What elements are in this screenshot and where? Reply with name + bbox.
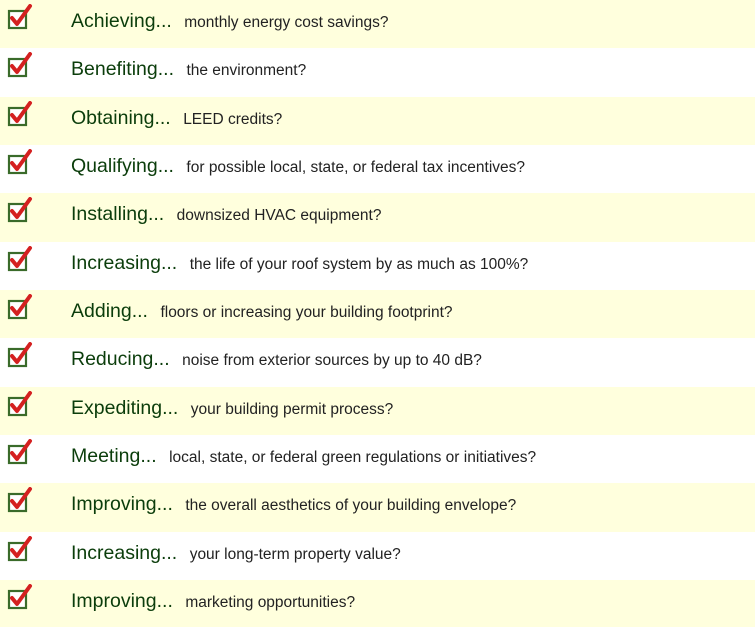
checklist-item (0, 338, 755, 387)
item-description: for possible local, state, or federal tax incentives? (186, 159, 526, 176)
item-verb: Reducing... (71, 348, 170, 370)
checklist-item (0, 532, 755, 581)
checkbox-checked-icon (7, 197, 33, 223)
item-verb: Increasing... (71, 251, 178, 274)
item-description: downsized HVAC equipment? (176, 207, 382, 224)
checkbox-checked-icon (7, 439, 33, 465)
checkbox-checked-icon (7, 342, 33, 368)
item-description: LEED credits? (183, 110, 283, 128)
item-verb: Qualifying... (71, 155, 174, 177)
checklist-item (0, 145, 755, 194)
checkbox-checked-icon (7, 536, 33, 562)
item-description: noise from exterior sources by up to 40 dB? (182, 352, 482, 369)
checkbox-checked-icon (7, 52, 33, 78)
checklist-item (0, 48, 755, 97)
item-verb: Improving... (71, 590, 173, 612)
checklist-item (0, 387, 755, 436)
item-description: the environment? (186, 62, 307, 79)
item-description: the life of your roof system by as much as 100%? (189, 255, 529, 273)
checklist-item (0, 483, 755, 532)
item-verb: Obtaining... (71, 106, 171, 129)
item-verb: Adding... (71, 300, 148, 322)
item-verb: Benefiting... (71, 58, 174, 80)
item-verb: Improving... (71, 493, 173, 515)
item-description: marketing opportunities? (185, 594, 356, 611)
checklist-item (0, 242, 755, 291)
checkbox-checked-icon (7, 246, 33, 272)
checklist-item (0, 97, 755, 146)
item-description: local, state, or federal green regulations or initiatives? (169, 449, 537, 466)
item-verb: Achieving... (71, 10, 172, 32)
item-verb: Meeting... (71, 445, 157, 467)
item-verb: Increasing... (71, 541, 178, 564)
item-description: floors or increasing your building footprint? (160, 304, 453, 321)
item-description: monthly energy cost savings? (184, 14, 389, 31)
item-verb: Expediting... (71, 396, 179, 419)
checkbox-checked-icon (7, 4, 33, 30)
checklist-item (0, 580, 755, 627)
item-description: your long-term property value? (189, 545, 401, 563)
item-description: your building permit process? (190, 400, 394, 418)
checkbox-checked-icon (7, 584, 33, 610)
item-description: the overall aesthetics of your building envelope? (185, 497, 517, 514)
checkbox-checked-icon (7, 294, 33, 320)
item-verb: Installing... (71, 203, 165, 225)
checkbox-checked-icon (7, 487, 33, 513)
checklist-item (0, 435, 755, 484)
checkbox-checked-icon (7, 391, 33, 417)
checklist-item (0, 0, 755, 49)
checkbox-checked-icon (7, 101, 33, 127)
checklist-item (0, 193, 755, 242)
checkbox-checked-icon (7, 149, 33, 175)
checklist-item (0, 290, 755, 339)
